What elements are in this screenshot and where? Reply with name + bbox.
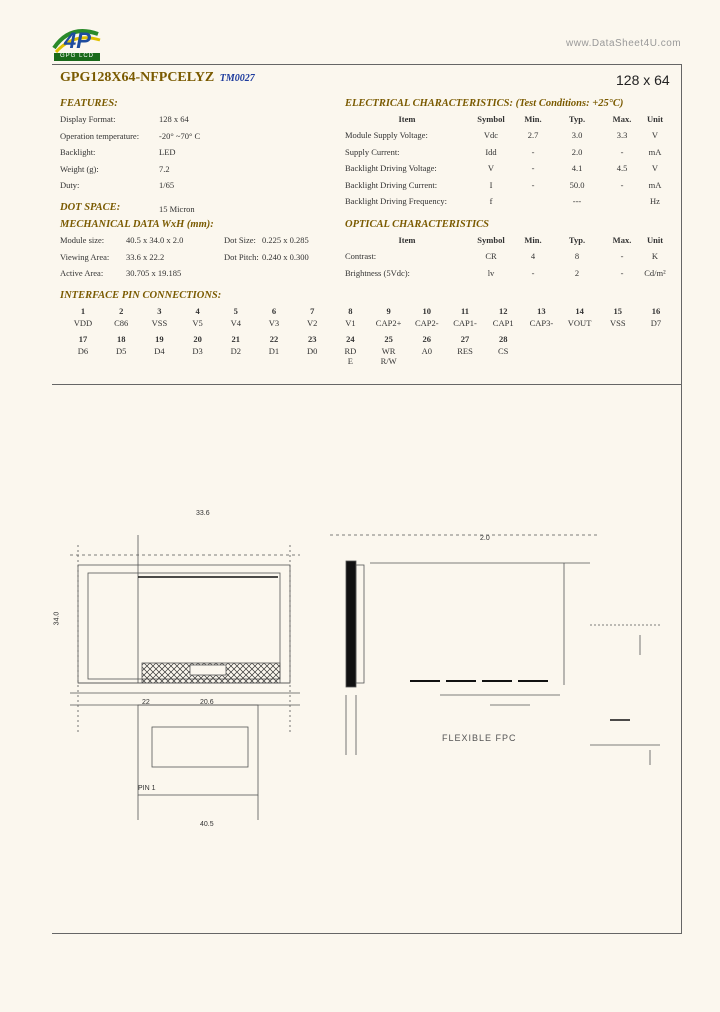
electrical-header: Unit	[646, 114, 664, 124]
pin-name: V3	[268, 318, 280, 328]
pin-number: 24	[346, 334, 355, 344]
electrical-item: Supply Current:	[345, 146, 400, 157]
electrical-cell: V	[651, 130, 659, 140]
company-logo	[50, 24, 104, 62]
pin-name: D4	[154, 346, 165, 356]
mech-label-2: Dot Size:	[224, 235, 256, 245]
pin-number: 9	[386, 306, 391, 316]
optical-header: Typ.	[568, 235, 586, 245]
feature-value: 7.2	[159, 163, 170, 174]
pin-name: VOUT	[567, 318, 592, 328]
mech-label: Active Area:	[60, 268, 104, 278]
electrical-cell: 50.0	[569, 179, 585, 190]
mech-value-2: 0.225 x 0.285	[262, 235, 309, 245]
pin-number: 4	[195, 306, 200, 316]
pin-name: RD E	[344, 346, 357, 366]
pin-name: VSS	[610, 318, 626, 328]
pin-name: RES	[457, 346, 473, 356]
pin-name: V1	[345, 318, 356, 328]
feature-value: 128 x 64	[159, 114, 189, 124]
feature-value: -20° ~70° C	[159, 130, 201, 141]
mechanical-title: MECHANICAL DATA WxH (mm):	[60, 219, 214, 230]
feature-label: Duty:	[60, 180, 80, 190]
pin-number: 11	[460, 306, 470, 316]
pin-number: 5	[233, 306, 238, 316]
pin-number: 7	[310, 306, 315, 316]
pin-name: V2	[306, 318, 318, 328]
tm-code: TM0027	[219, 73, 255, 84]
dot-space-title: DOT SPACE:	[60, 202, 121, 213]
logo-subtext: GPG LCD	[60, 53, 95, 59]
optical-header: Unit	[646, 235, 664, 245]
pin-number: 21	[231, 334, 241, 344]
feature-label: Backlight:	[60, 147, 96, 157]
dim-34-0: 34.0	[53, 611, 61, 626]
pin-number: 28	[498, 334, 508, 344]
pin-number: 25	[384, 334, 393, 344]
feature-label: Operation temperature:	[60, 130, 140, 141]
pin-name: CAP1	[492, 318, 514, 328]
electrical-cell: -	[531, 146, 535, 157]
feature-value: 1/65	[159, 180, 175, 190]
pin-name: D2	[230, 346, 241, 356]
optical-title: OPTICAL CHARACTERISTICS	[345, 219, 490, 230]
pin-name: CAP2-	[414, 318, 439, 328]
optical-cell: -	[620, 251, 624, 261]
pin-number: 14	[575, 306, 584, 316]
electrical-cell: 3.0	[571, 130, 583, 140]
pin-name: WR R/W	[380, 346, 397, 366]
electrical-cell: mA	[648, 179, 662, 190]
pin-number: 2	[119, 306, 124, 316]
electrical-header: Symbol	[477, 114, 505, 124]
pin-name: A0	[421, 346, 432, 356]
electrical-title: ELECTRICAL CHARACTERISTICS: (Test Conditions: +25°C)	[345, 98, 624, 109]
electrical-cell: f	[489, 196, 493, 206]
dot-space-value: 15 Micron	[159, 204, 195, 214]
optical-cell: lv	[487, 267, 495, 278]
pin-name: CAP2+	[375, 318, 402, 328]
part-number	[60, 70, 255, 86]
features-title: FEATURES:	[60, 98, 118, 109]
pin-number: 17	[78, 334, 88, 344]
electrical-item: Backlight Driving Voltage:	[345, 163, 437, 173]
pin-1-label: PIN 1	[138, 785, 156, 792]
pin-number: 12	[498, 306, 508, 316]
feature-value: LED	[159, 147, 176, 157]
mech-label-2: Dot Pitch:	[224, 251, 259, 262]
pin-name: D1	[268, 346, 280, 356]
format-badge: 128 x 64	[616, 72, 670, 88]
pin-number: 6	[271, 306, 277, 316]
electrical-header: Min.	[524, 114, 542, 124]
electrical-cell: -	[531, 179, 535, 190]
pin-name: D6	[77, 346, 89, 356]
electrical-cell: 2.0	[571, 146, 583, 157]
frame-right-line	[681, 64, 682, 934]
part-number-text: GPG128X64-NFPCELYZ	[60, 70, 215, 85]
electrical-header: Typ.	[568, 114, 586, 124]
pin-number: 27	[460, 334, 470, 344]
dim-20-6: 20.6	[200, 699, 214, 706]
mech-label: Module size:	[60, 235, 105, 245]
pin-name: D5	[115, 346, 127, 356]
pin-name: C86	[114, 318, 129, 328]
pin-name: VSS	[151, 318, 168, 328]
pin-name: D3	[192, 346, 203, 356]
optical-item: Contrast:	[345, 251, 377, 261]
electrical-item: Backlight Driving Current:	[345, 179, 438, 190]
interface-title: INTERFACE PIN CONNECTIONS:	[60, 290, 222, 301]
optical-header: Symbol	[477, 235, 505, 245]
pin-name: CAP3-	[529, 318, 554, 328]
electrical-cell: Idd	[485, 146, 497, 157]
pin-number: 16	[651, 306, 661, 316]
frame-mid-line	[52, 384, 682, 385]
electrical-cell: ---	[572, 196, 582, 206]
electrical-header: Max.	[612, 114, 632, 124]
pin-number: 23	[307, 334, 317, 344]
pin-number: 8	[348, 306, 353, 316]
dim-22: 22	[142, 699, 150, 706]
pin-number: 3	[157, 306, 162, 316]
electrical-cell: -	[531, 163, 535, 173]
electrical-cell: 4.1	[571, 163, 583, 173]
dim-2-0: 2.0	[480, 535, 490, 542]
optical-cell: CR	[485, 251, 497, 261]
electrical-item: Module Supply Voltage:	[345, 130, 428, 140]
mech-value: 40.5 x 34.0 x 2.0	[126, 235, 184, 245]
electrical-cell: -	[620, 179, 624, 190]
pin-number: 22	[269, 334, 279, 344]
mechanical-drawing	[30, 495, 670, 835]
pin-name: CAP1-	[453, 318, 477, 328]
optical-cell: 8	[574, 251, 580, 261]
optical-cell: Cd/m²	[644, 267, 666, 278]
pin-number: 13	[537, 306, 546, 316]
optical-cell: 4	[530, 251, 536, 261]
electrical-cell: -	[620, 146, 624, 157]
pin-number: 19	[155, 334, 164, 344]
frame-top-line	[52, 64, 682, 65]
pin-name: V5	[192, 318, 203, 328]
fpc-label: FLEXIBLE FPC	[442, 733, 517, 743]
pin-name: V4	[230, 318, 241, 328]
optical-header: Min.	[524, 235, 542, 245]
electrical-cell: Vdc	[483, 130, 499, 140]
pin-name: CS	[497, 346, 509, 356]
mech-value-2: 0.240 x 0.300	[262, 251, 309, 262]
pin-name: D0	[306, 346, 318, 356]
feature-label: Display Format:	[60, 114, 116, 124]
electrical-item: Backlight Driving Frequency:	[345, 196, 447, 206]
electrical-cell: V	[651, 163, 659, 173]
electrical-cell: 3.3	[616, 130, 628, 140]
optical-header: Item	[398, 235, 416, 245]
electrical-cell: Hz	[650, 196, 660, 206]
electrical-cell: 4.5	[616, 163, 628, 173]
optical-header: Max.	[612, 235, 632, 245]
watermark-text: www.DataSheet4U.com	[566, 38, 682, 49]
optical-cell: K	[651, 251, 659, 261]
optical-cell: -	[620, 267, 624, 278]
pin-number: 18	[116, 334, 126, 344]
optical-item: Brightness (5Vdc):	[345, 267, 410, 278]
pin-name: D7	[650, 318, 662, 328]
pin-name: VDD	[73, 318, 93, 328]
electrical-header: Item	[398, 114, 416, 124]
optical-cell: -	[531, 267, 535, 278]
frame-bottom-line	[52, 933, 682, 934]
mech-value: 30.705 x 19.185	[126, 268, 182, 278]
feature-label: Weight (g):	[60, 163, 99, 174]
optical-cell: 2	[574, 267, 580, 278]
electrical-cell: 2.7	[527, 130, 539, 140]
pin-number: 26	[422, 334, 432, 344]
logo-text: 4P	[64, 28, 91, 53]
electrical-cell: V	[487, 163, 495, 173]
mech-value: 33.6 x 22.2	[126, 251, 165, 262]
pin-number: 10	[422, 306, 432, 316]
dim-40-5: 40.5	[200, 821, 214, 828]
pin-number: 20	[193, 334, 202, 344]
electrical-cell: mA	[648, 146, 662, 157]
pin-number: 15	[613, 306, 623, 316]
electrical-cell: I	[489, 179, 493, 190]
pin-number: 1	[80, 306, 86, 316]
dim-33-6: 33.6	[196, 510, 210, 517]
mech-label: Viewing Area:	[60, 251, 110, 262]
